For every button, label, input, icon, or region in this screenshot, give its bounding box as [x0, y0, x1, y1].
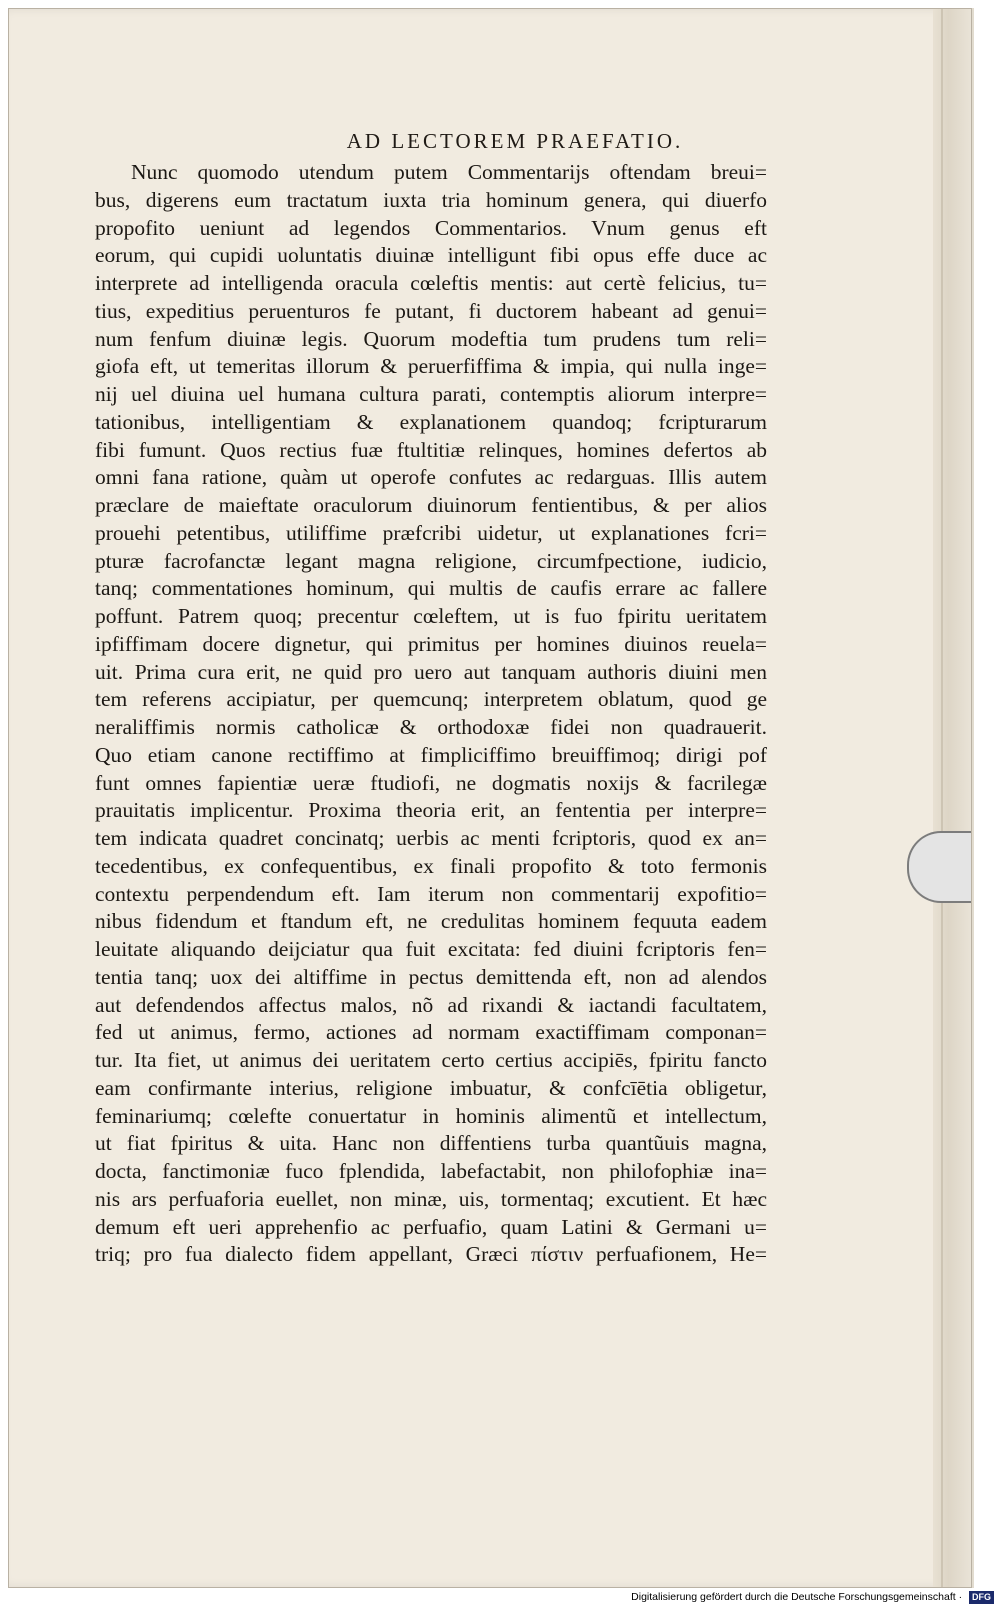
- text-line: prouehi petentibus, utiliffime præfcribi uidetur, ut explanationes fcri=: [95, 520, 767, 545]
- text-line: docta, fanctimoniæ fuco fplendida, labefactabit, non philofophiæ ina=: [95, 1159, 767, 1183]
- text-line: funt omnes fapientiæ ueræ ftudiofi, ne dogmatis noxijs & facrilegæ: [95, 770, 767, 795]
- text-line: triq; pro fua dialecto fidem appellant, Græci πίστιν perfuafionem, He=: [95, 1242, 767, 1267]
- text-line: nis ars perfuaforia euellet, non minæ, uis, tormentaq; excutient. Et hæc: [95, 1186, 767, 1211]
- text-line: aut defendendos affectus malos, nõ ad rixandi & iactandi facultatem,: [95, 992, 767, 1017]
- text-line: neraliffimis normis catholicæ & orthodoxæ fidei non quadrauerit.: [95, 715, 767, 739]
- text-line: poffunt. Patrem quoq; precentur cœleftem, ut is fuo fpiritu ueritatem: [95, 604, 767, 628]
- text-line: ipfiffimam docere dignetur, qui primitus per homines diuinos reuela=: [95, 631, 767, 656]
- text-line: Quo etiam canone rectiffimo at fimpliciffimo breuiffimoq; dirigi pof: [95, 742, 767, 767]
- text-line: tius, expeditius peruenturos fe putant, fi ductorem habeant ad genui=: [95, 298, 767, 323]
- text-line: eorum, qui cupidi uoluntatis diuinæ intelligunt fibi opus effe duce ac: [95, 243, 767, 268]
- text-line: contextu perpendendum eft. Iam iterum non commentarij expofitio=: [95, 881, 767, 906]
- text-line: Nunc quomodo utendum putem Commentarijs oftendam breui=: [131, 160, 767, 184]
- text-line: omni fana ratione, quàm ut operofe confutes ac redarguas. Illis autem: [95, 465, 767, 490]
- text-line: bus, digerens eum tractatum iuxta tria hominum genera, qui diuerfo: [95, 187, 767, 212]
- text-line: eam confirmante interius, religione imbuatur, & confcīētia obligetur,: [95, 1075, 767, 1100]
- text-line: num fenfum diuinæ legis. Quorum modeftia tum prudens tum reli=: [95, 326, 767, 351]
- page-header: AD LECTOREM PRAEFATIO.: [346, 129, 684, 153]
- text-line: nibus fidendum et ftandum eft, ne credulitas hominem fequuta eadem: [95, 909, 767, 934]
- text-line: fed ut animus, fermo, actiones ad normam exactiffimam componan=: [95, 1020, 767, 1045]
- text-line: demum eft ueri apprehenfio ac perfuafio, quam Latini & Germani u=: [95, 1214, 767, 1239]
- credit-text: Digitalisierung gefördert durch die Deutsche Forschungsgemeinschaft ·: [631, 1591, 963, 1603]
- text-line: giofa eft, ut temeritas illorum & peruerfiffima & impia, qui nulla inge=: [95, 354, 767, 379]
- text-line: feminariumq; cœlefte conuertatur in hominis alimentũ et intellectum,: [95, 1103, 767, 1128]
- text-line: præclare de maieftate oraculorum diuinorum fentientibus, & per alios: [95, 493, 767, 517]
- text-line: interprete ad intelligenda oracula cœleftis mentis: aut certè felicius, tu=: [95, 271, 767, 295]
- text-line: propofito ueniunt ad legendos Commentarios. Vnum genus eft: [95, 215, 767, 240]
- text-line: uit. Prima cura erit, ne quid pro uero aut tanquam authoris diuini men: [95, 659, 767, 684]
- text-line: tem referens accipiatur, per quemcunq; interpretem oblatum, quod ge: [95, 687, 767, 712]
- text-line: ut fiat fpiritus & uita. Hanc non diffentiens turba quantũuis magna,: [95, 1131, 767, 1156]
- text-line: fibi fumunt. Quos rectius fuæ ftultitiæ relinques, homines defertos ab: [95, 437, 767, 462]
- text-line: tecedentibus, ex confequentibus, ex finali propofito & toto fermonis: [95, 853, 767, 878]
- text-line: leuitate aliquando deijciatur qua fuit excitata: fed diuini fcriptoris fen=: [95, 937, 767, 961]
- bookmark-tab: [907, 831, 971, 903]
- digitization-credit: [0, 1588, 1000, 1606]
- book-page: [8, 8, 972, 1588]
- text-line: tationibus, intelligentiam & explanationem quandoq; fcripturarum: [95, 409, 767, 434]
- page-edge: [933, 9, 971, 1587]
- text-line: tanq; commentationes hominum, qui multis de caufis errare ac fallere: [95, 576, 767, 601]
- text-line: pturæ facrofanctæ legant magna religione, circumfpectione, iudicio,: [95, 548, 767, 573]
- text-line: nij uel diuina uel humana cultura parati, contemptis aliorum interpre=: [95, 382, 767, 406]
- text-line: tem indicata quadret concinatq; uerbis ac menti fcriptoris, quod ex an=: [95, 826, 767, 850]
- text-line: prauitatis implicentur. Proxima theoria erit, an fententia per interpre=: [95, 798, 767, 823]
- dfg-logo: DFG: [969, 1591, 994, 1604]
- text-line: tur. Ita fiet, ut animus dei ueritatem certo certius accipiēs, fpiritu fancto: [95, 1048, 767, 1072]
- text-line: tentia tanq; uox dei altiffime in pectus demittenda eft, non ad alendos: [95, 964, 767, 989]
- body-text: [95, 159, 767, 1269]
